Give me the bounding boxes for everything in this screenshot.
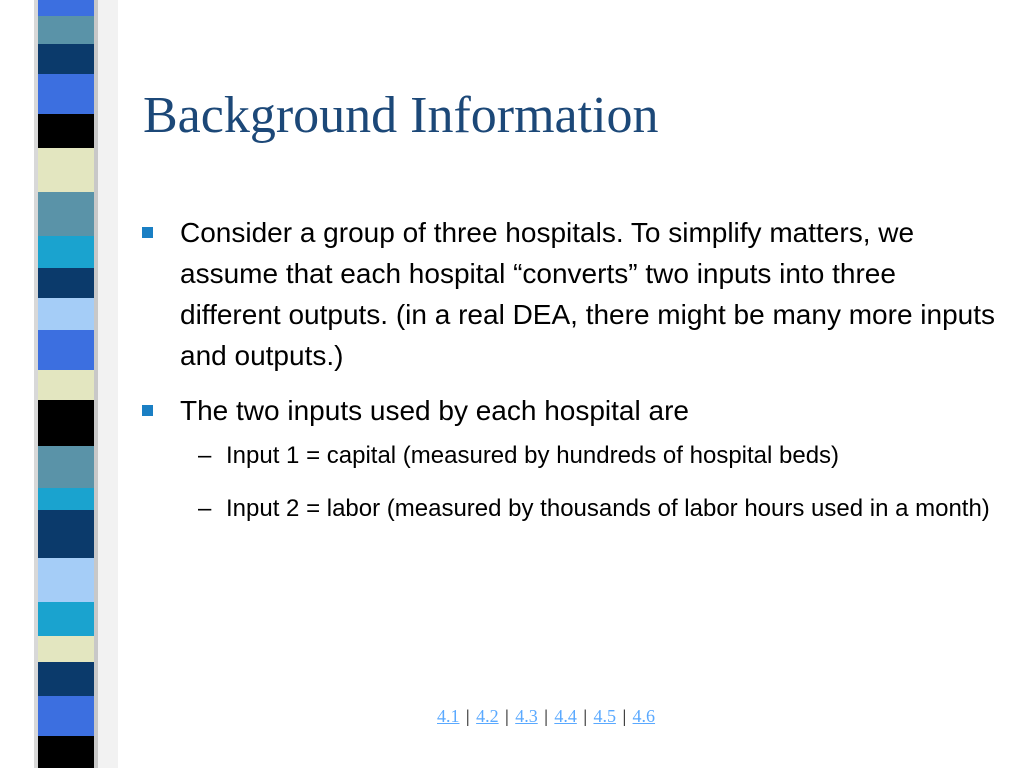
bullet-item <box>142 212 1002 376</box>
slide-title: Background Information <box>143 87 659 144</box>
square-bullet-icon <box>142 405 153 416</box>
bullet-item <box>142 390 1002 431</box>
sub-bullet-item <box>142 492 1002 525</box>
dash-marker: – <box>198 495 212 522</box>
dash-marker: – <box>198 442 212 469</box>
bullet-text: The two inputs used by each hospital are <box>180 395 689 426</box>
nav-link-4-5[interactable]: 4.5 <box>593 706 616 726</box>
nav-link-4-2[interactable]: 4.2 <box>476 706 499 726</box>
slide-body <box>142 212 1002 525</box>
sub-bullet-item <box>142 439 1002 472</box>
sub-bullet-text: Input 1 = capital (measured by hundreds of hospital beds) <box>226 442 840 469</box>
stripe-blocks <box>38 0 94 768</box>
decorative-stripe-border <box>0 0 118 768</box>
sub-bullet-text: Input 2 = labor (measured by thousands of labor hours used in a month) <box>226 495 990 522</box>
nav-separator: | <box>505 706 509 726</box>
section-nav <box>437 705 655 727</box>
nav-separator: | <box>544 706 548 726</box>
nav-separator: | <box>583 706 587 726</box>
nav-link-4-6[interactable]: 4.6 <box>632 706 656 726</box>
nav-link-4-4[interactable]: 4.4 <box>554 706 577 726</box>
bullet-text: Consider a group of three hospitals. To simplify matters, we assume that each hospital “converts” two inputs into three different outputs. (in a real DEA, there might be many more inputs and outputs.) <box>180 217 996 371</box>
nav-link-4-1[interactable]: 4.1 <box>437 706 460 726</box>
nav-link-4-3[interactable]: 4.3 <box>515 706 538 726</box>
square-bullet-icon <box>142 227 153 238</box>
nav-separator: | <box>466 706 470 726</box>
nav-separator: | <box>622 706 627 726</box>
